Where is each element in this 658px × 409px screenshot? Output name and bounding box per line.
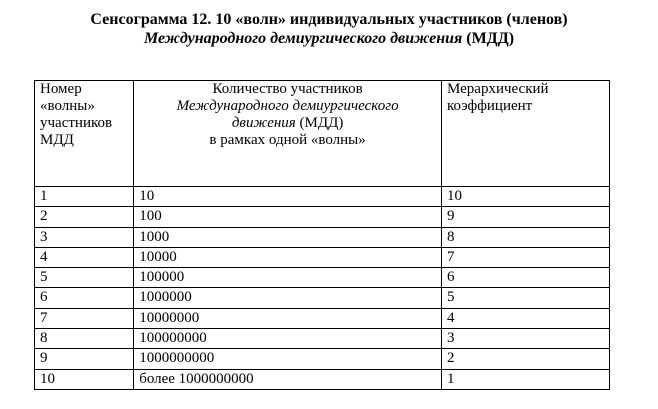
cell-count: 1000 bbox=[134, 227, 442, 247]
cell-count: 100000000 bbox=[134, 329, 442, 349]
header-coef-line: Мерархический bbox=[447, 81, 549, 97]
header-count-line-1: Количество участников bbox=[212, 81, 363, 97]
table-row bbox=[35, 308, 610, 328]
title-line-1: Сенсограмма 12. 10 «волн» индивидуальных участников (членов) bbox=[90, 11, 568, 28]
table-row bbox=[35, 207, 610, 227]
cell-count: 10000 bbox=[134, 247, 442, 267]
table-row bbox=[35, 268, 610, 288]
cell-coef: 3 bbox=[442, 329, 610, 349]
cell-count: более 1000000000 bbox=[134, 369, 442, 389]
header-wave-number-line: Номер bbox=[40, 81, 82, 97]
cell-count: 100 bbox=[134, 207, 442, 227]
cell-coef: 6 bbox=[442, 268, 610, 288]
cell-coef: 10 bbox=[442, 187, 610, 207]
title-line-2-italic: Международного демиургического движения bbox=[143, 30, 463, 47]
table-row bbox=[35, 288, 610, 308]
header-wave-number-line: «волны» bbox=[40, 98, 95, 114]
header-count-line-3-plain: (МДД) bbox=[295, 115, 344, 131]
cell-wave: 5 bbox=[35, 268, 134, 288]
cell-wave: 3 bbox=[35, 227, 134, 247]
header-participant-count bbox=[134, 81, 442, 187]
header-count-line-3 bbox=[144, 115, 431, 132]
cell-wave: 10 bbox=[35, 369, 134, 389]
header-wave-number-line: МДД bbox=[40, 132, 74, 148]
table-row bbox=[35, 329, 610, 349]
cell-wave: 7 bbox=[35, 308, 134, 328]
cell-coef: 1 bbox=[442, 369, 610, 389]
title-line-2-plain: (МДД) bbox=[462, 30, 515, 47]
cell-coef: 7 bbox=[442, 247, 610, 267]
table-header-row bbox=[35, 81, 610, 187]
cell-count: 1000000000 bbox=[134, 349, 442, 369]
header-count-line-4: в рамках одной «волны» bbox=[209, 132, 366, 148]
header-coef-line: коэффициент bbox=[447, 98, 533, 114]
cell-wave: 4 bbox=[35, 247, 134, 267]
cell-wave: 6 bbox=[35, 288, 134, 308]
sensogram-table bbox=[34, 80, 610, 390]
header-wave-number bbox=[35, 81, 134, 187]
cell-count: 1000000 bbox=[134, 288, 442, 308]
table-row bbox=[35, 349, 610, 369]
table-row bbox=[35, 227, 610, 247]
header-wave-number-line: участников bbox=[40, 115, 113, 131]
header-count-line-3-italic: движения bbox=[231, 115, 296, 131]
header-count-line-2: Международного демиургического bbox=[176, 98, 399, 114]
cell-coef: 2 bbox=[442, 349, 610, 369]
cell-coef: 8 bbox=[442, 227, 610, 247]
cell-count: 100000 bbox=[134, 268, 442, 288]
cell-wave: 1 bbox=[35, 187, 134, 207]
cell-coef: 5 bbox=[442, 288, 610, 308]
cell-wave: 2 bbox=[35, 207, 134, 227]
cell-count: 10 bbox=[134, 187, 442, 207]
header-merarchic-coefficient bbox=[442, 81, 610, 187]
cell-wave: 8 bbox=[35, 329, 134, 349]
table-row bbox=[35, 369, 610, 389]
document-title bbox=[0, 10, 658, 48]
title-line-2 bbox=[0, 29, 658, 48]
cell-coef: 4 bbox=[442, 308, 610, 328]
table-row bbox=[35, 247, 610, 267]
table-row bbox=[35, 187, 610, 207]
cell-count: 10000000 bbox=[134, 308, 442, 328]
cell-coef: 9 bbox=[442, 207, 610, 227]
cell-wave: 9 bbox=[35, 349, 134, 369]
